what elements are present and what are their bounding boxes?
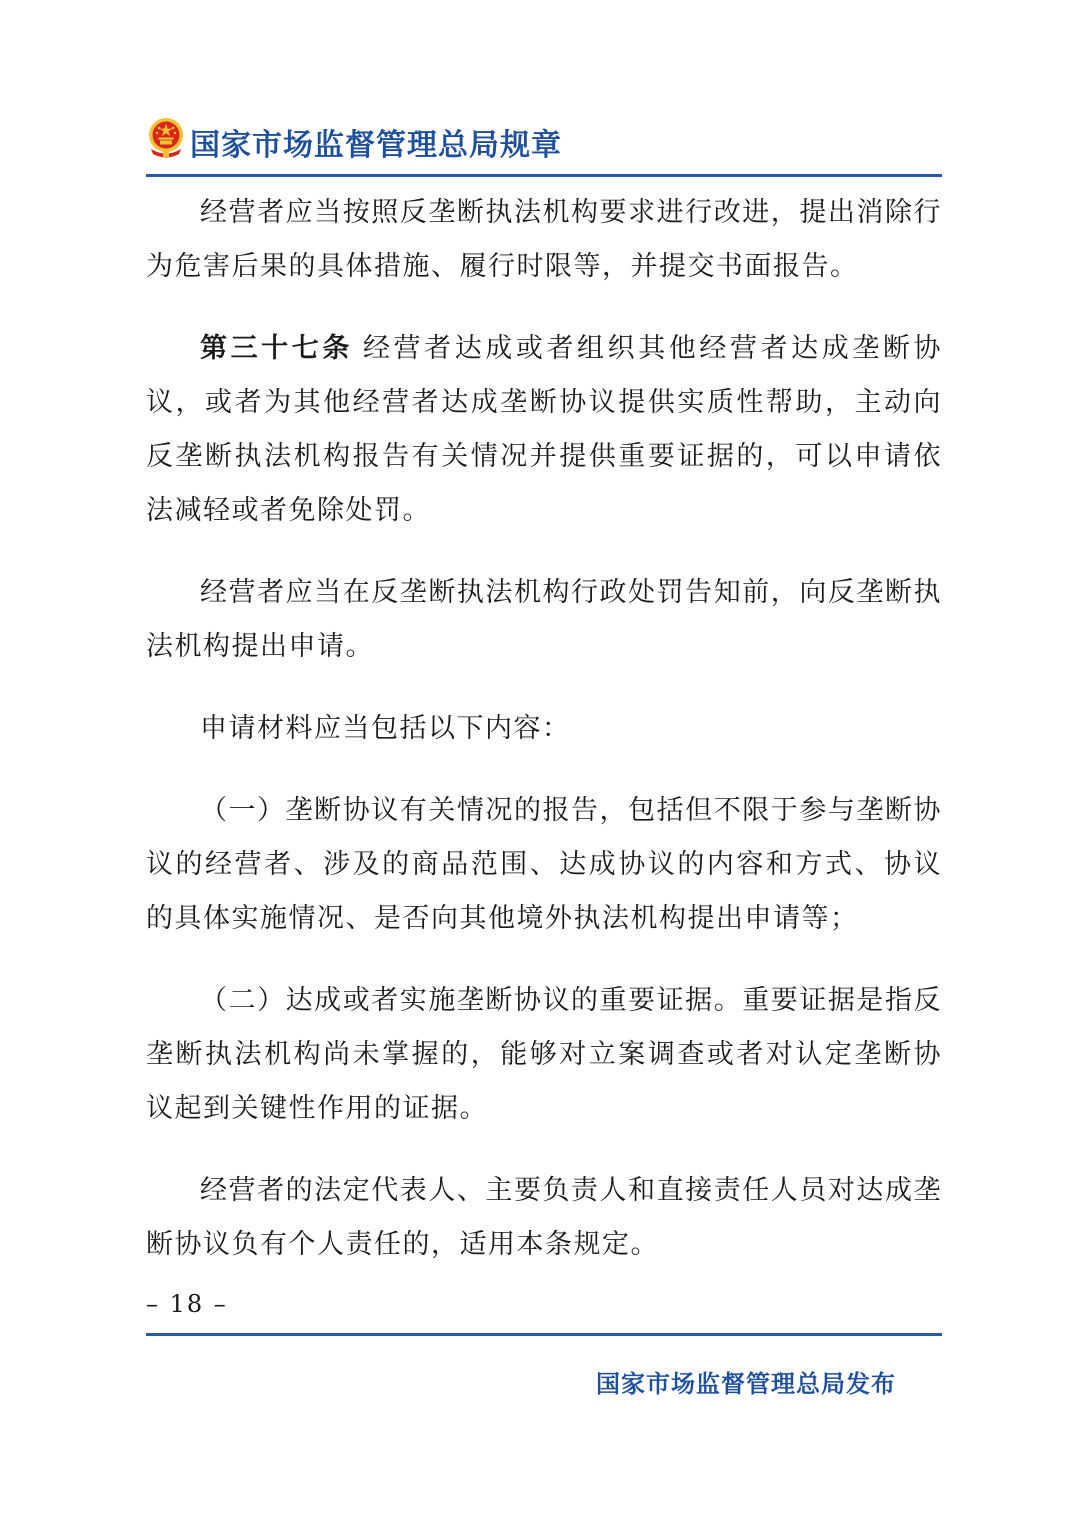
document-body	[146, 186, 942, 1300]
page-header	[146, 110, 942, 172]
article-37-text: 经营者达成或者组织其他经营者达成垄断协议，或者为其他经营者达成垄断协议提供实质性帮助，主动向反垄断执法机构报告有关情况并提供重要证据的，可以申请依法减轻或者免除处罚。	[146, 333, 943, 526]
paragraph-3: 经营者应当在反垄断执法机构行政处罚告知前，向反垄断执法机构提出申请。	[146, 577, 942, 662]
paragraph-article-37	[146, 322, 942, 538]
article-label: 第三十七条	[200, 333, 353, 364]
footer-divider	[146, 1333, 942, 1336]
paragraph-item-1: （一）垄断协议有关情况的报告，包括但不限于参与垄断协议的经营者、涉及的商品范围、达成协议的内容和方式、协议的具体实施情况、是否向其他境外执法机构提出申请等；	[146, 795, 942, 934]
paragraph-7: 经营者的法定代表人、主要负责人和直接责任人员对达成垄断协议负有个人责任的，适用本条规定。	[146, 1175, 942, 1260]
header-divider	[146, 174, 942, 177]
paragraph-1: 经营者应当按照反垄断执法机构要求进行改进，提出消除行为危害后果的具体措施、履行时限等，并提交书面报告。	[146, 197, 942, 282]
paragraph-4: 申请材料应当包括以下内容：	[200, 713, 571, 744]
header-title: 国家市场监督管理总局规章	[190, 128, 562, 163]
page-number: – 18 –	[146, 1290, 228, 1318]
footer-publisher: 国家市场监督管理总局发布	[596, 1370, 896, 1398]
national-emblem-icon	[146, 116, 186, 160]
paragraph-item-2: （二）达成或者实施垄断协议的重要证据。重要证据是指反垄断执法机构尚未掌握的，能够对立案调查或者对认定垄断协议起到关键性作用的证据。	[146, 985, 942, 1124]
